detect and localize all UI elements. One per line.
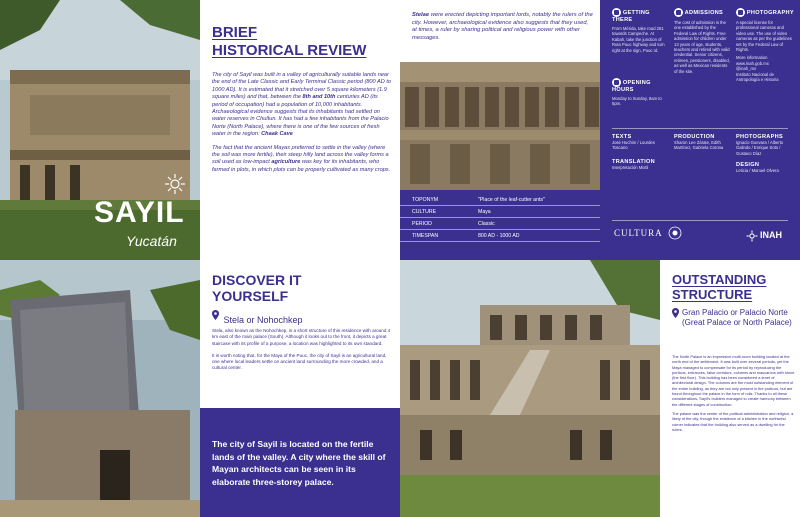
table-row: TOPONYM "Place of the leaf-cutter ants" [400,194,600,206]
callout-text: The city of Sayil is located on the fertile lands of the valley. A city where the skill of Mayan architects can be seen in its elaborate three-storey palace. [212,439,386,487]
photography-title: PHOTOGRAPHY [736,8,794,17]
map-pin-icon [672,308,679,318]
opening-hours-text: Monday to Sunday, 8am to 5pm. [612,96,662,107]
discover-paragraph-2: It is worth noting that, for the Maya of the Puuc, the city of Sayil is an agricultural land, one where local leaders settle on ancient land surrounding the more crowded, and a cultural center. [212,352,387,371]
brief-title-line2: HISTORICAL REVIEW [212,42,367,59]
inah-wordmark: INAH [760,230,782,240]
inah-logo-icon [746,230,758,242]
callout-box [200,408,400,517]
credits-photographs: Ignacio Guevara / Alberto Galindo / Enrique Soto / Gustavo Díaz [736,140,784,156]
brief-paragraph-2: The fact that the ancient Mayas preferred to settle in the valley (where the soil was more fertile), their steep hilly land across the valley forms a soil used as low-impact agriculture was key for its inhabitants, who farmed in plots, in which plots can be properly cultivated as many crops. [212,144,391,173]
table-row: CULTURE Maya [400,206,600,218]
credits-design-title: DESIGN [736,162,760,169]
opening-hours-title: OPENING HOURS [612,79,651,93]
more-info-text: More information www.inah.gob.mx [736,55,769,66]
getting-there-title: GETTING THERE [612,9,650,23]
inah-logo-icon [164,173,186,195]
cultura-logo: CULTURA [614,228,663,238]
divider [612,220,788,221]
table-row: PERIOD Classic [400,218,600,230]
social-handle[interactable]: Instituto Nacional de Antropología e Historia [736,71,779,83]
credits-photographs-title: PHOTOGRAPHS [736,134,784,140]
car-icon [612,8,621,17]
discover-subtitle: Stela or Nohochkep [212,310,392,328]
mexico-seal-icon [668,226,682,240]
outstanding-title-line2: STRUCTURE [672,287,753,302]
getting-there-text: From Mérida, take road 261 towards Campeche. At Kabah, take the junction of Ruta Puuc highway and turn right at the sign, Puuc rd. [612,26,665,53]
cover-subtitle: Yucatán [126,233,177,249]
divider [612,128,788,129]
outstanding-paragraph-1: The North Palace is an impressive multi-room building located at the north end of the settlement. It was built over several periods, yet the Maya managed to compensate for its period by reproducing the porticos, entrances, false corridors, columns and mascarons with stone (the first floor). This building has been considered a tenet of architectural design. The columns are the most outstanding element of the entire building, as they are not only present in the porticos, but are found throughout the palace in the form of rolls. Thanks to all these considerations, Sayil's builders managed to create harmony between the different stages of construction. [672,354,795,407]
facade-photo [400,62,600,190]
ticket-icon [674,8,683,17]
cover-title: SAYIL [94,196,185,229]
outstanding-paragraph-2: The palace was the center of the political administration and religion, a likely of the city, though the existence of a kitchen in the northwest corner indicates that the building also served as a dwelling for the rulers. [672,410,794,432]
map-pin-icon [212,310,219,320]
clock-icon [612,78,621,87]
visitor-info-panel [600,0,800,260]
brief-historical-review [200,0,400,260]
credits-design: Leticia / Manuel Olvera [736,168,779,174]
discover-paragraph-1: Stela, also known as the Nohochkep, is a short structure of this residence with around 4 km east of the main palace (South). Although it looks out to the front, it depicts a great staircase with its profile of a purpose, a location was highlighted to its own standard. [212,328,391,346]
credits-texts-title: TEXTS [612,134,632,140]
outstanding-subtitle: Gran Palacio or Palacio Norte (Great Palace or North Palace) [672,308,796,328]
credits-translation: Interpretación Mixtli [612,164,649,170]
discover-title-line1: DISCOVER IT [212,272,302,288]
photography-text: A special license for professional cameras and video use. The use of video cameras as per the guidelines set by the Federal Law of Rights. [736,20,792,53]
brief-title-line1: BRIEF [212,24,257,41]
stelae-text: Stelae were erected depicting important lords, notably the rulers of the city. However, archaeological evidence also suggests that they used, at times, a ruler by sharing political and religious power with other messages. [412,12,593,41]
great-palace-photo [400,260,660,517]
brief-paragraph-1: The city of Sayil was built in a valley of agriculturally suitable lands near the end of the Late Classic and Early Terminal Classic period (800 AD to 1000 AD). It is estimated that it stretched over 5 square kilometers (1.9 square miles) and that, between the 8th and 10th centuries AD (its period of occupation) had a population of 10,000 inhabitants. Archaeological evidence suggests that its inhabitants had settled on water reserves in Chultun. It has had a few inhabitants from the Palacio Norte (North Palace), where there is one of the few sources of fresh water in the region: Chaak Cave [212,72,391,138]
credits-production-title: PRODUCTION [674,134,715,140]
table-row: TIMESPAN 800 AD - 1000 AD [400,230,600,242]
discover-section [200,260,400,408]
stela-ruin-photo [0,260,200,517]
discover-title-line2: YOURSELF [212,288,289,304]
site-info-table [400,190,600,260]
outstanding-structure-section [660,260,800,517]
admissions-text: The cost of admission is the one established by the Federal Law of Rights. Free admission for children under 13 years of age, students, teachers and retired with valid credential. Senior citizens, retirees, pensioners, disabled, as well as Mexican residents of the site. [674,20,730,74]
admissions-title: ADMISSIONS [674,8,730,17]
outstanding-title-line1: OUTSTANDING [672,272,767,287]
credits-texts: José Huchim / Lourdes Toscano [612,140,655,151]
camera-icon [736,8,745,17]
credits-production: Sharon Lee Zárate, Edith Martínez, Gabriela Corona [674,140,724,151]
credits-translation-title: TRANSLATION [612,158,655,165]
social-handle[interactable]: @inah_mx [736,66,757,72]
